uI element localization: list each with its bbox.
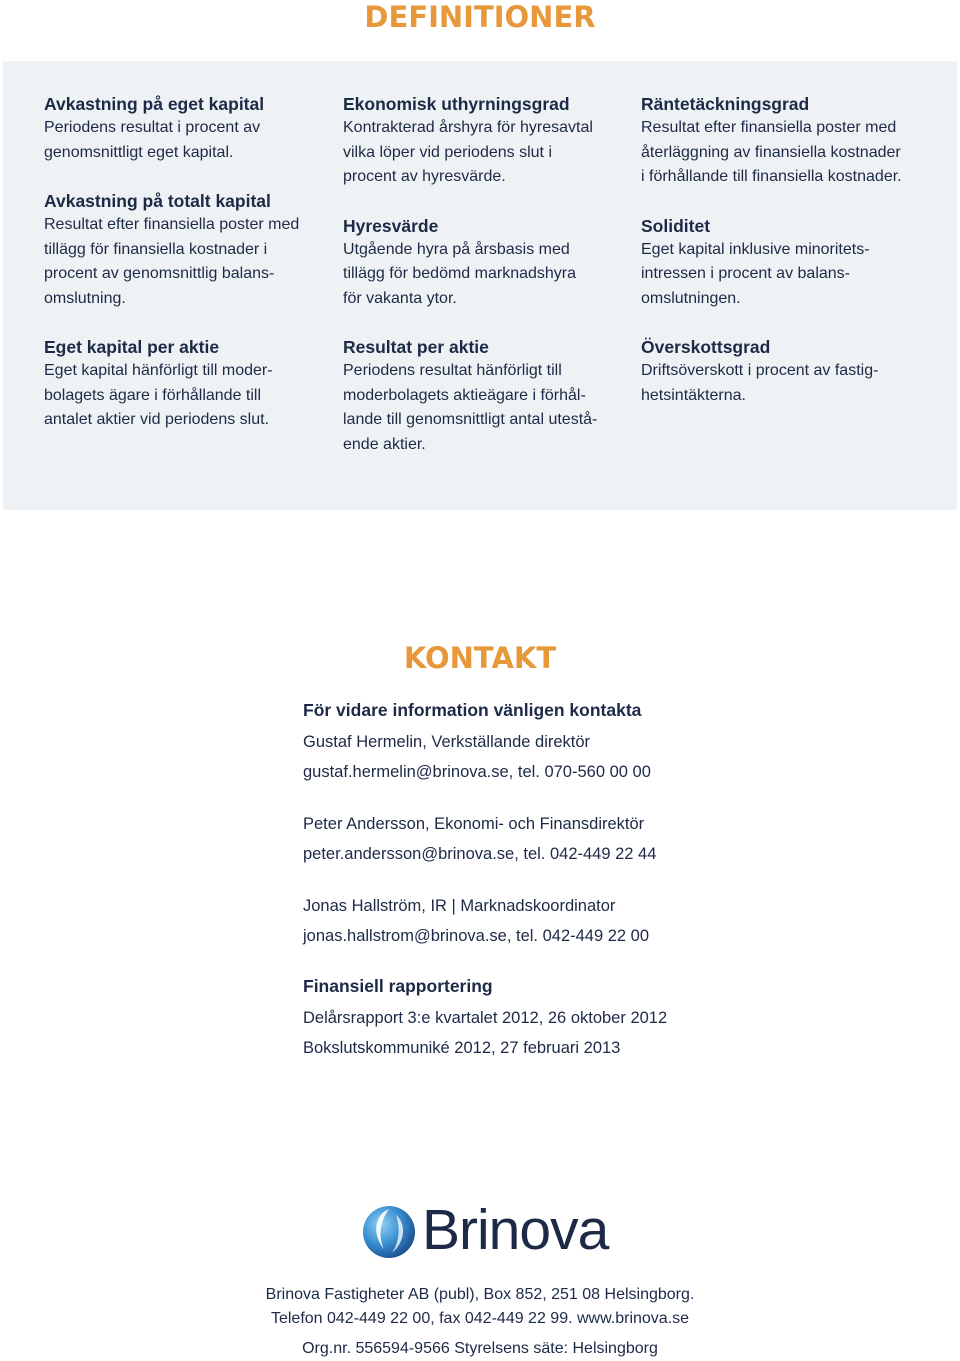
definition-term: Överskottsgrad bbox=[641, 337, 771, 357]
definition-item bbox=[343, 214, 623, 312]
brinova-wordmark: Brinova bbox=[422, 1198, 609, 1262]
reporting-item: Delårsrapport 3:e kvartalet 2012, 26 oktober 2012 bbox=[303, 1009, 668, 1027]
definition-term: Avkastning på eget kapital bbox=[44, 94, 265, 114]
definition-item bbox=[44, 189, 324, 311]
definition-text: Eget kapital hänförligt till moder- bolagets ägare i förhållande till antalet aktier vid periodens slut. bbox=[44, 362, 273, 428]
definition-text: Periodens resultat i procent av genomsnittligt eget kapital. bbox=[44, 119, 261, 161]
definition-text: Resultat efter finansiella poster med återläggning av finansiella kostnader i förhållande till finansiella kostnader. bbox=[641, 119, 902, 185]
brinova-logo bbox=[362, 1198, 609, 1264]
contact-name: Peter Andersson, Ekonomi- och Finansdirektör bbox=[303, 815, 645, 833]
definition-text: Resultat efter finansiella poster med tillägg för finansiella kostnader i procent av genomsnittlig balans- omslutning. bbox=[44, 216, 300, 307]
kontakt-title: KONTAKT bbox=[403, 641, 557, 675]
kontakt-section bbox=[303, 697, 863, 1063]
definition-item bbox=[44, 335, 324, 433]
definition-item bbox=[343, 92, 623, 190]
definition-text: Utgående hyra på årsbasis med tillägg för bedömd marknadshyra för vakanta ytor. bbox=[343, 240, 577, 307]
definitions-title: DEFINITIONER bbox=[364, 0, 596, 34]
contact-email[interactable]: gustaf.hermelin@brinova.se, tel. 070-560 00 00 bbox=[303, 763, 651, 781]
reporting-item: Bokslutskommuniké 2012, 27 februari 2013 bbox=[303, 1039, 621, 1057]
definition-text: Periodens resultat hänförligt till moderbolagets aktieägare i förhål- lande till genomsnittligt antal utestå- ende aktier. bbox=[343, 362, 598, 453]
definition-term: Räntetäckningsgrad bbox=[641, 94, 810, 114]
definition-term: Hyresvärde bbox=[343, 215, 439, 236]
definition-item bbox=[44, 92, 324, 165]
contact-email[interactable]: peter.andersson@brinova.se, tel. 042-449 22 44 bbox=[303, 845, 657, 863]
definition-term: Ekonomisk uthyrningsgrad bbox=[343, 94, 570, 114]
contact-email[interactable]: jonas.hallstrom@brinova.se, tel. 042-449 22 00 bbox=[303, 927, 650, 945]
footer bbox=[0, 1283, 960, 1361]
definition-text: Driftsöverskott i procent av fastig- hetsintäkterna. bbox=[641, 362, 879, 404]
definition-term: Soliditet bbox=[641, 215, 711, 236]
footer-orgnr: Org.nr. 556594-9566 Styrelsens säte: Helsingborg bbox=[302, 1340, 658, 1357]
contact-name: Gustaf Hermelin, Verkställande direktör bbox=[303, 733, 591, 751]
brinova-logo-mark-icon bbox=[362, 1205, 416, 1259]
definition-term: Resultat per aktie bbox=[343, 337, 489, 357]
reporting-heading: Finansiell rapportering bbox=[303, 976, 493, 996]
definitions-column-2 bbox=[343, 92, 623, 481]
kontakt-heading: För vidare information vänligen kontakta bbox=[303, 700, 642, 720]
definition-item bbox=[343, 335, 623, 457]
definition-term: Avkastning på totalt kapital bbox=[44, 191, 271, 211]
footer-address: Brinova Fastigheter AB (publ), Box 852, 251 08 Helsingborg. bbox=[265, 1286, 695, 1303]
definitions-column-1 bbox=[44, 92, 324, 457]
definition-item bbox=[641, 335, 921, 408]
definitions-column-3 bbox=[641, 92, 921, 432]
definition-term: Eget kapital per aktie bbox=[44, 337, 220, 357]
contact-name: Jonas Hallström, IR | Marknadskoordinator bbox=[303, 897, 616, 915]
footer-phone: Telefon 042-449 22 00, fax 042-449 22 99. www.brinova.se bbox=[270, 1310, 690, 1327]
definition-text: Kontrakterad årshyra för hyresavtal vilka löper vid periodens slut i procent av hyresvärde. bbox=[343, 119, 593, 185]
definition-item bbox=[641, 92, 921, 190]
definition-text: Eget kapital inklusive minoritets- intressen i procent av balans- omslutningen. bbox=[641, 240, 870, 307]
definition-item bbox=[641, 214, 921, 312]
